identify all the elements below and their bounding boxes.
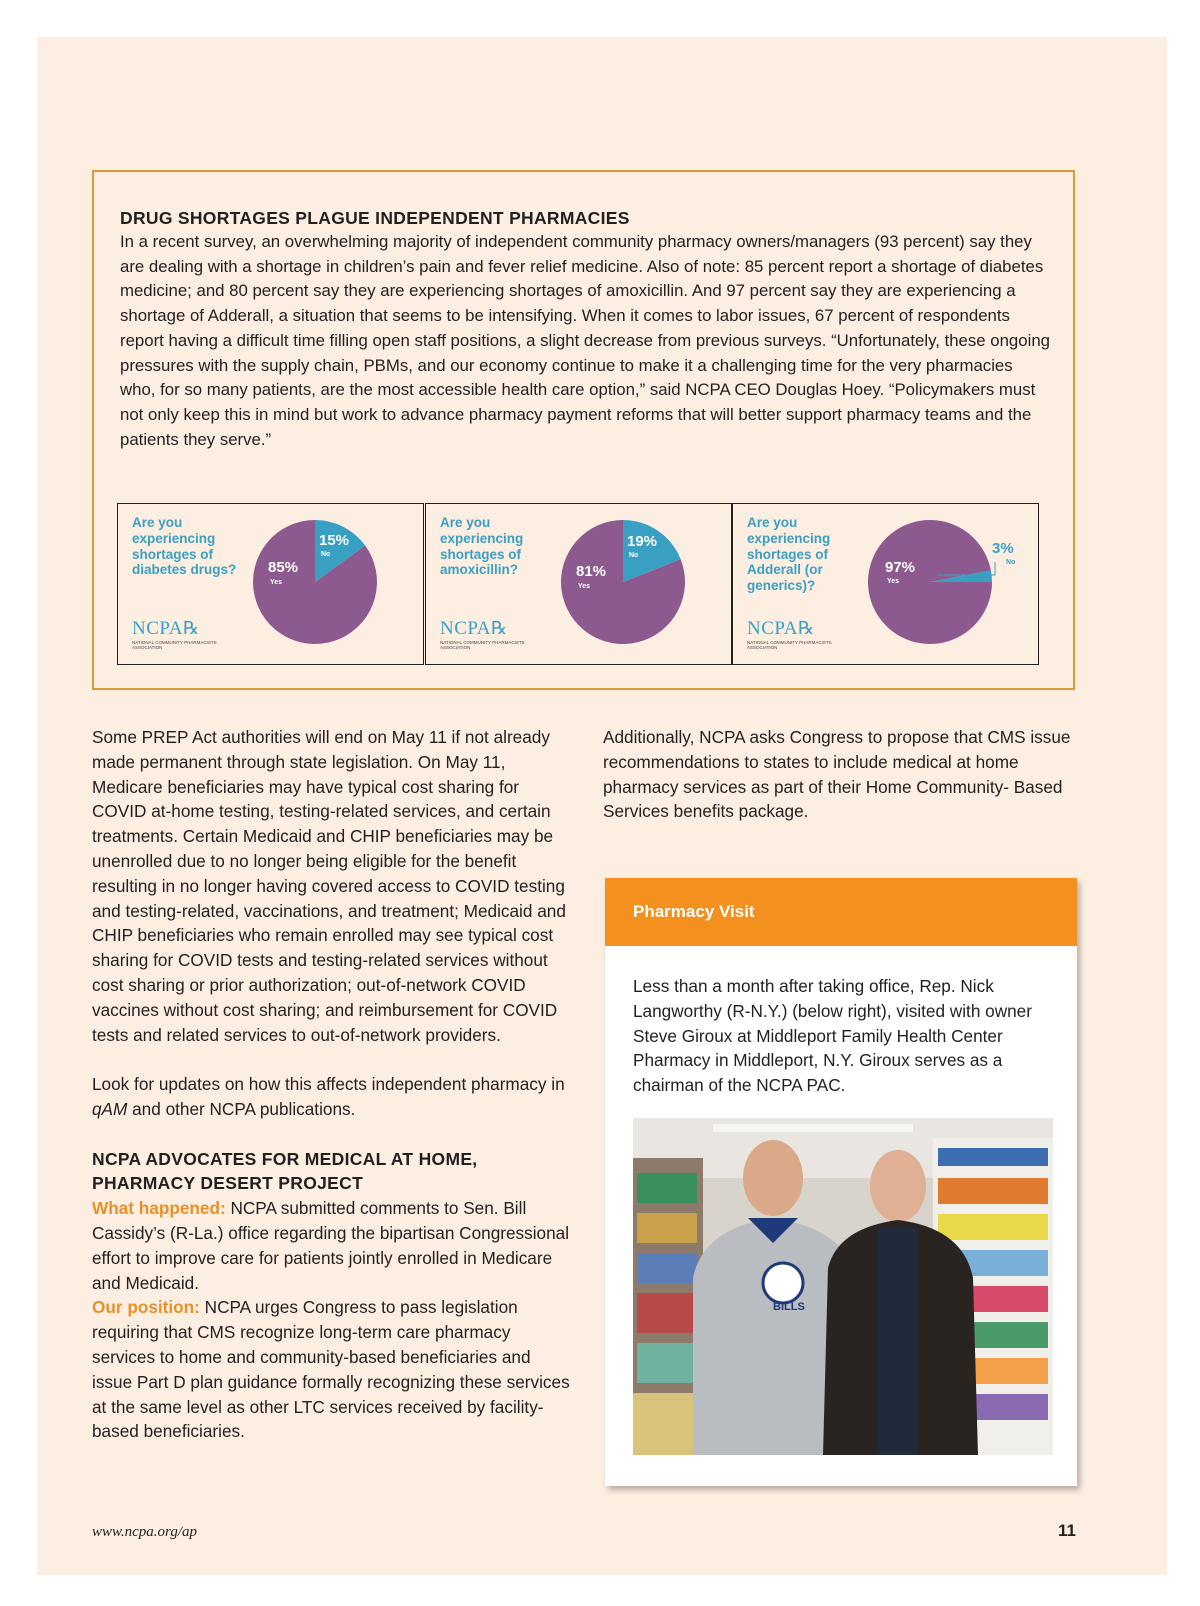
mortar-pestle-icon: ℞ (182, 618, 200, 638)
our-position-text: NCPA urges Congress to pass legislation requiring that CMS recognize long-term care pharmacy services to home and community-based beneficiaries and issue Part D plan guidance formally recognizing these services at the same level as other LTC services received by facility-based beneficiaries. (92, 1297, 570, 1442)
ncpa-logo-subtitle: NATIONAL COMMUNITY PHARMACISTS ASSOCIATION (132, 640, 217, 650)
what-happened-paragraph (92, 1196, 572, 1295)
page-number: 11 (1058, 1521, 1076, 1540)
poll-question: Are you experiencing shortages of amoxicillin? (440, 515, 524, 578)
shortage-body: In a recent survey, an overwhelming majority of independent community pharmacy owners/managers (93 percent) say they are dealing with a shortage in children’s pain and fever relief medicine. Also of note: 85 percent report a shortage of diabetes medicine; and 80 percent say they are experiencing shortages of amoxicillin. And 97 percent say they are experiencing a shortage of Adderall, a situation that seems to be intensifying. When it comes to labor issues, 67 percent of respondents report having a difficult time filling open staff positions, a slight decrease from previous surveys. “Unfortunately, these ongoing pressures with the supply chain, PBMs, and our economy continue to make it a challenging time for the very pharmacies who, for so many patients, are the most accessible health care option,” said NCPA CEO Douglas Hoey. “Policymakers must not only keep this in mind but work to advance pharmacy payment reforms that will better support pharmacy teams and the patients they serve.” (120, 232, 1050, 449)
updates-paragraph (92, 1072, 572, 1122)
ncpa-logo-subtitle: NATIONAL COMMUNITY PHARMACISTS ASSOCIATION (747, 640, 832, 650)
shirt-logo-text: BILLS (773, 1301, 805, 1313)
right-column (603, 725, 1083, 824)
pharmacy-visit-header (605, 878, 1077, 946)
ncpa-logo-text: NCPA (440, 618, 491, 639)
pie-no-pct: 15% (319, 532, 350, 549)
pie-no-label: No (1006, 559, 1016, 566)
ncpa-logo-text: NCPA (747, 618, 798, 639)
pie-yes-label: Yes (270, 579, 283, 586)
ncpa-logo (132, 618, 217, 650)
our-position-label: Our position: (92, 1297, 200, 1318)
section-heading: NCPA ADVOCATES FOR MEDICAL AT HOME, PHARMACY DESERT PROJECT (92, 1148, 478, 1194)
photo-illustration (633, 1118, 1053, 1455)
pie-yes-pct: 81% (576, 563, 607, 580)
pharmacy-visit-card (605, 878, 1077, 1486)
cms-paragraph: Additionally, NCPA asks Congress to propose that CMS issue recommendations to states to include medical at home pharmacy services as part of their Home Community- Based Services benefits package. (603, 727, 1071, 822)
pie-no-pct: 19% (627, 533, 658, 550)
pie-yes-pct: 85% (268, 559, 299, 576)
mortar-pestle-icon: ℞ (797, 618, 815, 638)
ncpa-logo-subtitle: NATIONAL COMMUNITY PHARMACISTS ASSOCIATION (440, 640, 525, 650)
pie-yes-pct: 97% (885, 559, 916, 576)
left-column (92, 725, 572, 1444)
our-position-paragraph (92, 1295, 572, 1444)
footer-url: www.ncpa.org/ap (92, 1524, 198, 1540)
pie-no-pct: 3% (992, 540, 1014, 557)
what-happened-label: What happened: (92, 1198, 226, 1219)
poll-question: Are you experiencing shortages of Adderall (or generics)? (747, 515, 831, 594)
mortar-pestle-icon: ℞ (490, 618, 508, 638)
pie-no-label: No (321, 551, 331, 558)
poll-question: Are you experiencing shortages of diabetes drugs? (132, 515, 237, 578)
poll-card-diabetes (117, 503, 424, 665)
ncpa-logo (440, 618, 525, 650)
publication-name: qAM (92, 1098, 128, 1119)
updates-text-start: Look for updates on how this affects independent pharmacy in (92, 1074, 565, 1095)
pie-yes-label: Yes (578, 583, 591, 590)
pie-no-label: No (629, 552, 639, 559)
what-happened-text: NCPA submitted comments to Sen. Bill Cassidy’s (R-La.) office regarding the bipartisan Congressional effort to improve care for patients jointly enrolled in Medicare and Medicaid. (92, 1198, 570, 1293)
pharmacy-visit-photo (633, 1118, 1053, 1455)
poll-card-amoxicillin (425, 503, 732, 665)
pie-yes-label: Yes (887, 578, 900, 585)
shortage-box (92, 170, 1075, 690)
prep-act-paragraph: Some PREP Act authorities will end on May 11 if not already made permanent through state legislation. On May 11, Medicare beneficiaries may have typical cost sharing for COVID at-home testing, testing-related services, and certain treatments. Certain Medicaid and CHIP beneficiaries may be unenrolled due to no longer being eligible for the benefit resulting in no longer having covered access to COVID testing and testing-related, vaccinations, and treatment; Medicaid and CHIP beneficiaries who remain enrolled may see typical cost sharing for COVID tests and testing-related services without cost sharing or prior authorization; out-of-network COVID vaccines without cost sharing; and reimbursement for COVID tests and related services to out-of-network providers. (92, 727, 566, 1045)
ncpa-logo-text: NCPA (132, 618, 183, 639)
updates-text-end: and other NCPA publications. (127, 1098, 356, 1119)
ncpa-logo (747, 618, 832, 650)
shortage-title: DRUG SHORTAGES PLAGUE INDEPENDENT PHARMACIES (120, 208, 630, 228)
poll-card-adderall (732, 503, 1039, 665)
pharmacy-visit-caption: Less than a month after taking office, Rep. Nick Langworthy (R-N.Y.) (below right), visited with owner Steve Giroux at Middleport Family Health Center Pharmacy in Middleport, N.Y. Giroux serves as a chairman of the NCPA PAC. (633, 976, 1032, 1096)
pharmacy-visit-title: Pharmacy Visit (633, 902, 755, 921)
